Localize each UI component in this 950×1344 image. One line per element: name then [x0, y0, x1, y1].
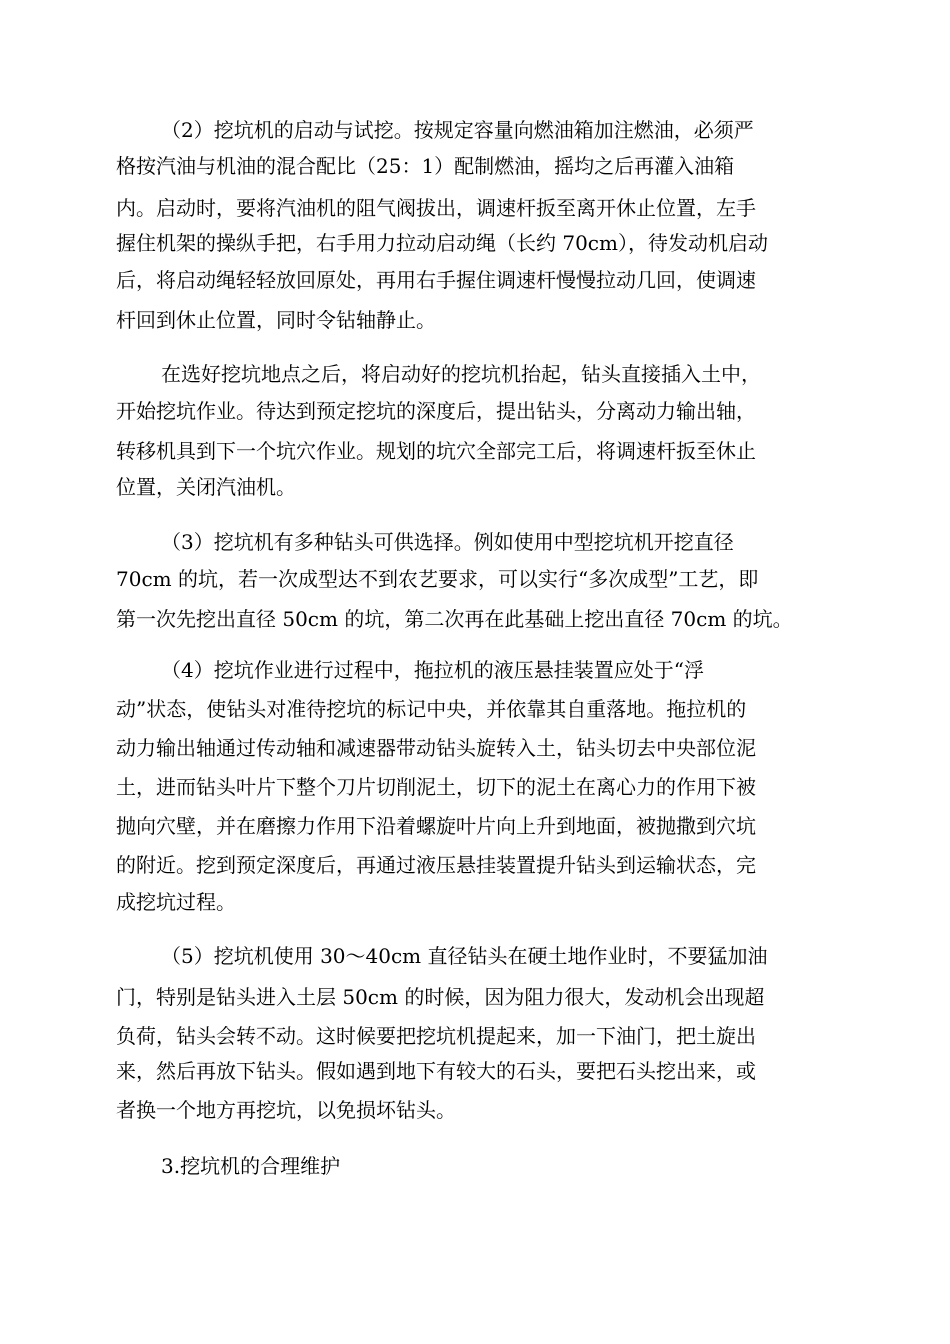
- text-line: （5）挖坑机使用 30～40cm 直径钻头在硬土地作业时，不要猛加油: [161, 944, 768, 968]
- text-line: 动”状态，使钻头对准待挖坑的标记中央，并依靠其自重落地。拖拉机的: [116, 697, 747, 721]
- text-line: 转移机具到下一个坑穴作业。规划的坑穴全部完工后，将调速杆扳至休止: [116, 439, 756, 463]
- text-line: 动力输出轴通过传动轴和减速器带动钻头旋转入土，钻头切去中央部位泥: [116, 736, 756, 760]
- text-line: 后，将启动绳轻轻放回原处，再用右手握住调速杆慢慢拉动几回，使调速: [116, 268, 756, 292]
- text-line: 格按汽油与机油的混合配比（25：1）配制燃油，摇均之后再灌入油箱: [116, 154, 735, 178]
- text-line: 位置，关闭汽油机。: [116, 475, 296, 499]
- text-line: 握住机架的操纵手把，右手用力拉动启动绳（长约 70cm），待发动机启动: [116, 231, 768, 255]
- text-line: （4）挖坑作业进行过程中，拖拉机的液压悬挂装置应处于“浮: [161, 658, 704, 682]
- text-line: （3）挖坑机有多种钻头可供选择。例如使用中型挖坑机开挖直径: [161, 530, 734, 554]
- text-line: 开始挖坑作业。待达到预定挖坑的深度后，提出钻头，分离动力输出轴，: [116, 399, 756, 423]
- section-heading: 3.挖坑机的合理维护: [161, 1154, 341, 1178]
- text-line: 负荷，钻头会转不动。这时候要把挖坑机提起来，加一下油门，把土旋出: [116, 1024, 756, 1048]
- text-line: 来，然后再放下钻头。假如遇到地下有较大的石头，要把石头挖出来，或: [116, 1059, 756, 1083]
- text-line: 杆回到休止位置，同时令钻轴静止。: [116, 308, 436, 332]
- text-line: 在选好挖坑地点之后，将启动好的挖坑机抬起，钻头直接插入土中，: [161, 362, 761, 386]
- text-line: （2）挖坑机的启动与试挖。按规定容量向燃油箱加注燃油，必须严: [161, 118, 754, 142]
- text-line: 成挖坑过程。: [116, 890, 236, 914]
- text-line: 70cm 的坑，若一次成型达不到农艺要求，可以实行“多次成型”工艺，即: [116, 567, 759, 591]
- text-line: 抛向穴壁，并在磨擦力作用下沿着螺旋叶片向上升到地面，被抛撒到穴坑: [116, 814, 756, 838]
- text-line: 内。启动时，要将汽油机的阻气阀拔出，调速杆扳至离开休止位置，左手: [116, 196, 756, 220]
- text-line: 门，特别是钻头进入土层 50cm 的时候，因为阻力很大，发动机会出现超: [116, 985, 765, 1009]
- text-line: 的附近。挖到预定深度后，再通过液压悬挂装置提升钻头到运输状态，完: [116, 853, 756, 877]
- text-line: 土，进而钻头叶片下整个刀片切削泥土，切下的泥土在离心力的作用下被: [116, 775, 756, 799]
- text-line: 者换一个地方再挖坑，以免损坏钻头。: [116, 1098, 456, 1122]
- text-line: 第一次先挖出直径 50cm 的坑，第二次再在此基础上挖出直径 70cm 的坑。: [116, 607, 793, 631]
